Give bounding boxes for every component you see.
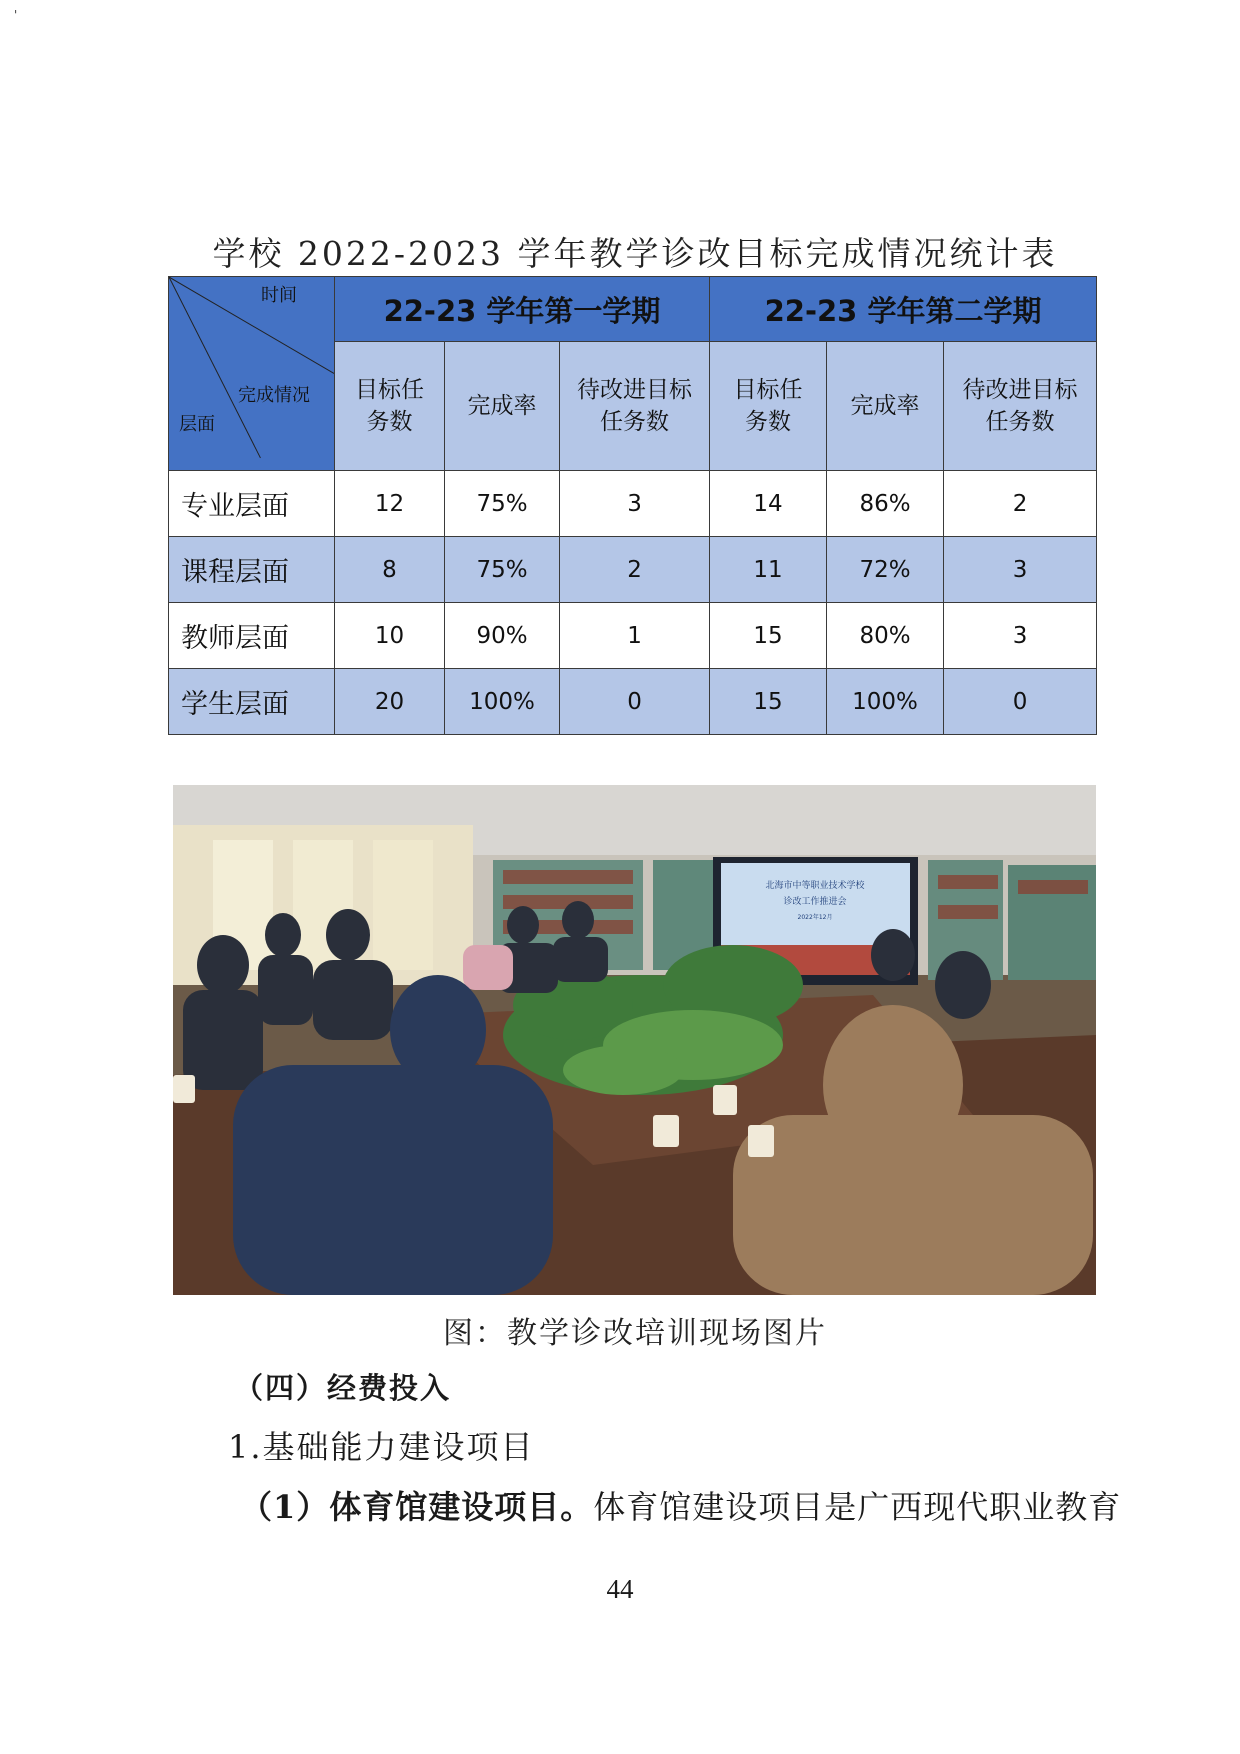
screen-line-2: 诊改工作推进会 <box>783 897 847 907</box>
page-mark: ' <box>14 8 18 22</box>
table-row <box>169 537 1097 603</box>
cell: 3 <box>944 603 1097 669</box>
screen-line-3: 2022年12月 <box>797 914 833 921</box>
row-level: 教师层面 <box>169 603 335 669</box>
cell: 8 <box>335 537 445 603</box>
cell: 0 <box>944 669 1097 735</box>
photo-caption: 图：教学诊改培训现场图片 <box>443 1316 827 1351</box>
cell: 3 <box>944 537 1097 603</box>
section-heading: （四）经费投入 <box>234 1371 452 1405</box>
table-row <box>169 669 1097 735</box>
col-pending-tasks-1: 待改进目标 任务数 <box>560 342 710 471</box>
diagonal-lines <box>169 277 334 470</box>
cell: 20 <box>335 669 445 735</box>
cell: 12 <box>335 471 445 537</box>
semester-2-header: 22-23 学年第二学期 <box>710 277 1097 342</box>
table-row <box>169 603 1097 669</box>
row-level: 课程层面 <box>169 537 335 603</box>
table-title: 学校 2022-2023 学年教学诊改目标完成情况统计表 <box>212 234 1058 273</box>
corner-level-label: 层面 <box>179 414 215 435</box>
cell: 0 <box>560 669 710 735</box>
meeting-photo <box>173 785 1096 1295</box>
cell: 2 <box>944 471 1097 537</box>
corner-status-label: 完成情况 <box>238 385 310 406</box>
cell: 75% <box>445 471 560 537</box>
cell: 80% <box>827 603 944 669</box>
cell: 3 <box>560 471 710 537</box>
col-completion-rate-2: 完成率 <box>827 342 944 471</box>
cell: 75% <box>445 537 560 603</box>
screen-line-1: 北海市中等职业技术学校 <box>765 881 865 891</box>
cell: 15 <box>710 669 827 735</box>
row-level: 学生层面 <box>169 669 335 735</box>
col-target-tasks-2: 目标任 务数 <box>710 342 827 471</box>
paragraph-lead: （1）体育馆建设项目。 <box>240 1488 594 1526</box>
cell: 100% <box>445 669 560 735</box>
semester-1-header: 22-23 学年第一学期 <box>335 277 710 342</box>
page-number: 44 <box>606 1574 634 1604</box>
cell: 15 <box>710 603 827 669</box>
cell: 11 <box>710 537 827 603</box>
cell: 100% <box>827 669 944 735</box>
cell: 10 <box>335 603 445 669</box>
corner-time-label: 时间 <box>261 285 297 306</box>
cell: 90% <box>445 603 560 669</box>
cell: 86% <box>827 471 944 537</box>
cell: 14 <box>710 471 827 537</box>
table-row <box>169 471 1097 537</box>
statistics-table <box>168 276 1097 735</box>
corner-header-cell <box>169 277 335 471</box>
cell: 1 <box>560 603 710 669</box>
paragraph-text: 体育馆建设项目是广西现代职业教育 <box>593 1488 1122 1526</box>
row-level: 专业层面 <box>169 471 335 537</box>
col-pending-tasks-2: 待改进目标 任务数 <box>944 342 1097 471</box>
meeting-scene <box>173 785 1096 1295</box>
sub-heading: 1.基础能力建设项目 <box>228 1428 535 1466</box>
cell: 2 <box>560 537 710 603</box>
col-target-tasks-1: 目标任 务数 <box>335 342 445 471</box>
body-paragraph <box>240 1482 1121 1528</box>
cell: 72% <box>827 537 944 603</box>
col-completion-rate-1: 完成率 <box>445 342 560 471</box>
